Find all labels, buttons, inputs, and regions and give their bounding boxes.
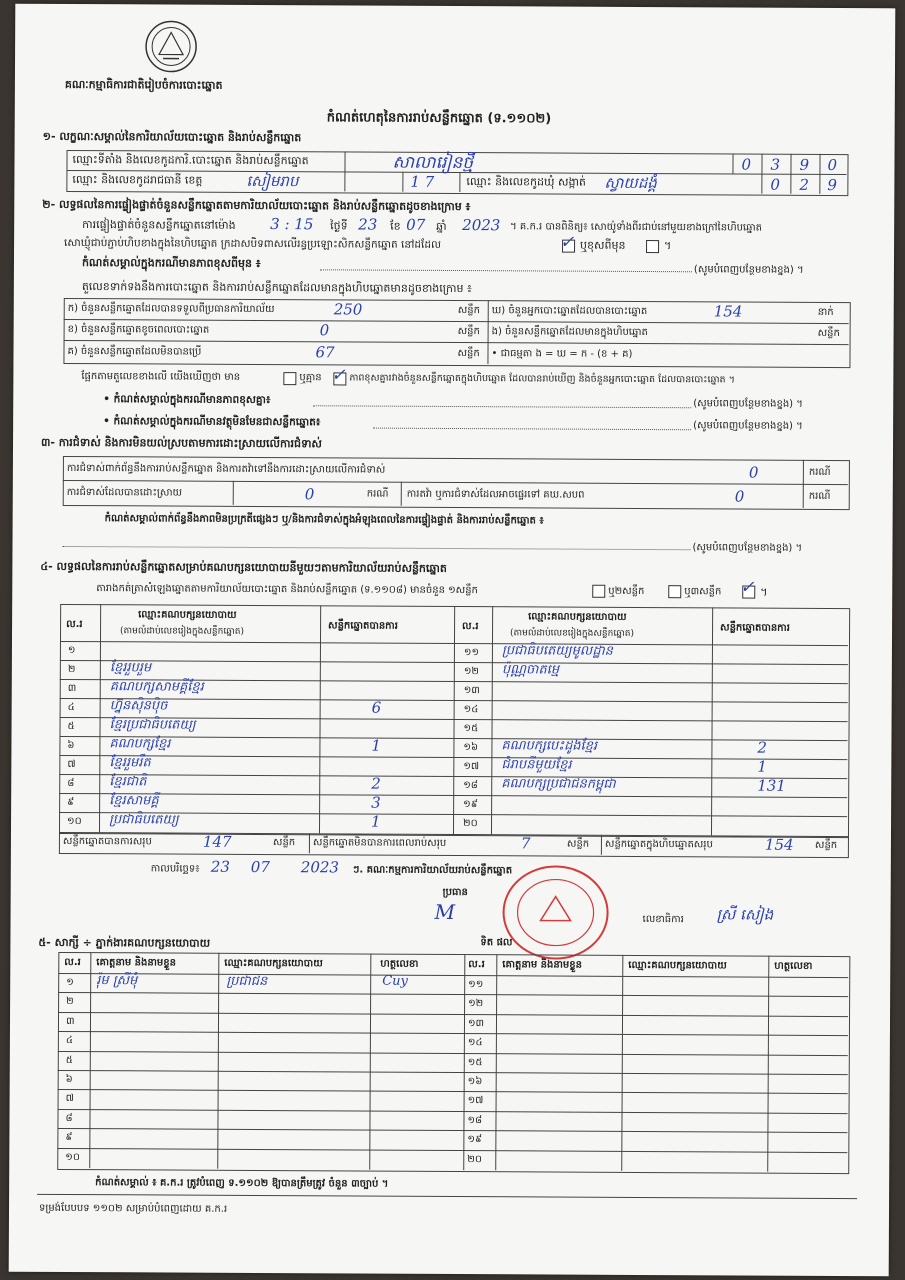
witness-right-no: ១៩	[467, 1134, 483, 1146]
right-row-party: ប្រជាធិបតេយ្យមូលដ្ឋាន	[501, 643, 613, 659]
station-code-2: 3	[770, 155, 781, 174]
intro-c: សោឃ្ញុំជាប់ភ្ជាប់ហិបខាងក្នុងនៃហិបឆ្នោត ក្រដាសបិទពាសលើរន្ធប្រឡោះសិកសន្លឹកឆ្នោត នៅដដែល	[64, 236, 442, 251]
left-row-no: ៣	[67, 682, 77, 695]
commune-label: ឈ្មោះ និងលេខកូដឃុំ សង្កាត់	[466, 175, 586, 189]
witness-right-no: ១៣	[467, 1018, 485, 1030]
left-row-votes: 3	[371, 793, 381, 812]
section4-intro: តារាងកត់ត្រាសំឡេងឆ្នោតតាមការិយាល័យបោះឆ្នោត និងរាប់សន្លឹកឆ្នោត (ទ.១១០៨) មានចំនួន ១សន្លឹក	[96, 583, 478, 597]
right-row-votes: 2	[757, 738, 768, 757]
total-valid-label: សន្លឹកឆ្នោតបានការសរុប	[62, 835, 152, 848]
left-row-no: ៩	[67, 796, 75, 809]
col-party-right: ឈ្មោះគណបក្សនយោបាយ	[528, 611, 627, 623]
r1-label: ការជំទាស់ពាក់ព័ន្ធនឹងការរាប់សន្លឹកឆ្នោត និងការតវ៉ាទៅនឹងការដោះស្រាយលើការជំទាស់	[66, 462, 386, 476]
row-e-unit: សន្លឹក	[817, 327, 840, 340]
right-row-no: ១៣	[463, 685, 480, 697]
w-col-party-right: ឈ្មោះគណបក្សនយោបាយ	[628, 959, 727, 972]
section2-title: ២- លទ្ធផលនៃការផ្ទៀងផ្ទាត់ចំនួនសន្លឹកឆ្នោតតាមការិយាល័យបោះឆ្នោត និងរាប់សន្លឹកឆ្នោតដូចខាងក្រោម ៖	[42, 197, 471, 214]
three-sheet-check-mark: ✓	[740, 577, 755, 598]
witness-right-no: ២០	[467, 1154, 482, 1166]
row-c-value: 67	[315, 343, 335, 362]
footer-note: កំណត់សម្គាល់ ៖ គ.ក.រ ត្រូវបំពេញ ទ.១១០២ ឱ្យបានត្រឹមត្រូវ ចំនួន ៣ច្បាប់ ។	[95, 1177, 389, 1190]
total-valid-unit: សន្លឹក	[272, 837, 296, 849]
witness-right-no: ១៦	[467, 1076, 483, 1088]
w-col-name-right: គោត្តនាម និងនាមខ្លួន	[502, 959, 582, 971]
witness-left-party: ប្រជាជន	[226, 973, 268, 990]
fill-note2a: (សូមបំពេញបន្ថែមខាងខ្នង) ។	[693, 398, 803, 410]
witness-left-no: ៨	[65, 1112, 73, 1125]
left-row-votes: 2	[371, 774, 381, 793]
row-b-unit: សន្លឹក	[457, 326, 480, 338]
time-value: 3 : 15	[270, 215, 314, 234]
commune-code-1: 0	[770, 175, 780, 194]
chair-name: ទិត ផល	[480, 937, 513, 949]
right-row-no: ១៥	[463, 723, 479, 735]
w-col-party-left: ឈ្មោះគណបក្សនយោបាយ	[224, 957, 323, 970]
section3-title: ៣- ការជំទាស់ និងការមិនយល់ស្របតាមការដោះស្រាយលើការជំទាស់	[40, 435, 322, 451]
right-row-no: ១៤	[463, 704, 479, 716]
row-c-label: គ) ចំនួនសន្លឹកឆ្នោតដែលមិនបានប្រើ	[67, 345, 202, 358]
w-col-name-left: គោត្តនាម និងនាមខ្លួន	[96, 957, 176, 969]
col-no-right: ល.រ	[462, 621, 479, 633]
official-stamp-icon	[500, 862, 611, 963]
row-e-label: ង) ចំនួនសន្លឹកឆ្នោតដែលមានក្នុងហិបឆ្នោត	[491, 326, 648, 339]
right-row-party: គណបក្សប្រជាជនកម្ពុជា	[501, 776, 616, 792]
left-row-votes: 1	[371, 812, 381, 831]
check-label-a: ផ្អែកតាមតួលេខខាងលើ យើងឃើញថា មាន	[81, 371, 241, 383]
fill-note: (សូមបំពេញបន្ថែមខាងខ្នង) ។	[693, 264, 804, 276]
right-row-no: ១១	[463, 647, 480, 659]
witness-left-no: ៩	[65, 1131, 73, 1144]
row-d-label: ឃ) ចំនួនអ្នកបោះឆ្នោតដែលបានបោះឆ្នោត	[491, 305, 648, 318]
numbers-intro: តួលេខទាក់ទងនឹងការបោះឆ្នោត និងការរាប់សន្លឹកឆ្នោតដែលមានក្នុងហិបឆ្នោតមានដូចខាងក្រោម ៖	[81, 280, 472, 296]
total-invalid-value: 7	[520, 834, 531, 853]
left-row-party: គណបក្សសាមគ្គីខ្មែរ	[109, 679, 204, 695]
station-code-1: 0	[741, 155, 752, 174]
right-row-no: ១៧	[463, 761, 480, 773]
left-row-no: ១	[67, 644, 76, 657]
witness-left-no: ២	[66, 995, 74, 1008]
intro-a: ការផ្ទៀងផ្ទាត់ចំនួនសន្លឹកឆ្នោតនៅម៉ោង	[82, 218, 236, 232]
left-row-no: ១០	[67, 815, 82, 828]
check-label-b: ឬគ្មាន	[299, 372, 322, 384]
row-b-value: 0	[319, 321, 330, 340]
day-value: 23	[358, 215, 378, 234]
witness-right-no: ១៧	[467, 1095, 484, 1107]
same-check-mark: ✓	[560, 232, 575, 253]
left-row-party: ខ្មែរប្រជាធិបតេយ្យ	[109, 717, 196, 733]
right-row-party: គណបក្សបេះដូងខ្មែរ	[501, 738, 598, 754]
witness-left-no: ៦	[65, 1073, 73, 1086]
total-invalid-label: សន្លឹកឆ្នោតមិនបានការពេលរាប់សរុប	[312, 837, 447, 849]
row-d-value: 154	[713, 302, 743, 321]
total-box-value: 154	[764, 835, 794, 854]
witness-left-no: ៣	[65, 1015, 75, 1028]
left-row-party: គណបក្សខ្មែរ	[109, 736, 171, 752]
has-diff-checkbox[interactable]	[283, 372, 296, 385]
station-code-3: 9	[799, 155, 810, 174]
section4-title: ៤- លទ្ធផលនៃការរាប់សន្លឹកឆ្នោតសម្រាប់គណបក្សនយោបាយនីមួយៗតាមការិយាល័យរាប់សន្លឹកឆ្នោត	[40, 559, 447, 575]
form-title: កំណត់ហេតុនៃការរាប់សន្លឹកឆ្នោត (ទ.១១០២)	[326, 110, 552, 127]
date-year: 2023	[300, 858, 340, 877]
right-row-party: ប៉ុណ្ណចាតម្មេ	[501, 662, 560, 678]
intro-b: ។ គ.ក.រ បានពិនិត្យ៖ សោយ៉ូទាំងពីរជាប់នៅមួយខាងក្រៅនៃហិបឆ្នោត	[510, 221, 763, 234]
section3-fill-note: (សូមបំពេញបន្ថែមខាងខ្នង) ។	[692, 542, 803, 554]
secretary-name: ស្រី សៀង	[716, 905, 774, 924]
day-label: ថ្ងៃទី	[330, 219, 348, 233]
w-col-sign-right: ហត្ថលេខា	[774, 960, 813, 972]
station-label: ឈ្មោះទីតាំង និងលេខកូដការិ.បោះឆ្នោត និងរាប់សន្លឹកឆ្នោត	[72, 153, 309, 168]
left-row-no: ៤	[67, 701, 75, 714]
period2: ។	[760, 585, 768, 599]
year-value: 2023	[462, 216, 501, 235]
col-votes-left: សន្លឹកឆ្នោតបានការ	[328, 620, 398, 632]
left-row-party: ហ្វ៊ុនស៊ិនប៉ិច	[109, 698, 168, 714]
section5-title: ៥- សាក្សី ÷ ភ្នាក់ងារគណបក្សនយោបាយ	[38, 935, 211, 950]
one-sheet-checkbox[interactable]	[592, 585, 605, 598]
formula: • ជាធម្មតា ង = ឃ = ក - (ខ + គ)	[491, 348, 633, 360]
witness-left-no: ៧	[65, 1092, 74, 1105]
row-a-value: 250	[333, 300, 363, 319]
opt3-label: ឬ៣សន្លឹក	[684, 586, 722, 598]
chair-signature: M	[434, 899, 456, 925]
opt2-label: ឬ២សន្លឹក	[608, 585, 645, 598]
witness-right-no: ១៥	[467, 1057, 483, 1069]
province-value: សៀមរាប	[246, 171, 299, 191]
bullet2: • កំណត់សម្គាល់ក្នុងករណីមានវត្ថុមិនមែនជាសន្លឹកឆ្នោត៖	[103, 415, 321, 429]
right-row-votes: 131	[757, 776, 786, 795]
date-day: 23	[210, 857, 230, 876]
total-box-label: សន្លឹកឆ្នោតក្នុងហិបឆ្នោតសរុប	[604, 838, 713, 851]
right-row-votes: 1	[757, 757, 767, 776]
witness-left-no: ១០	[65, 1151, 80, 1164]
no-diff-check-mark: ✓	[331, 365, 346, 386]
right-row-no: ១៨	[463, 780, 478, 792]
section3-note: កំណត់សម្គាល់ពាក់ព័ន្ធនឹងភាពមិនប្រក្រតីផ្សេងៗ ឬ/និងការជំទាស់ក្នុងអំឡុងពេលនៃការផ្ទៀងផ្ទាត់ និងការរាប់សន្លឹកឆ្នោត ៖	[104, 513, 544, 527]
date-suffix: ៗ. គណៈកម្មការការិយាល័យរាប់សន្លឹកឆ្នោត	[352, 864, 513, 877]
r3-unit: ករណី	[808, 490, 831, 502]
w-col-no-left: ល.រ	[64, 956, 81, 969]
witness-table	[57, 952, 850, 1174]
province-code: 1 7	[410, 172, 435, 191]
r2-label: ការជំទាស់ដែលបានដោះស្រាយ	[66, 486, 183, 499]
witness-right-no: ១២	[468, 998, 484, 1010]
left-row-votes: 6	[371, 698, 382, 717]
right-row-no: ២០	[463, 818, 478, 830]
left-row-no: ៨	[67, 777, 75, 790]
station-code-4: 0	[827, 155, 838, 175]
r1-unit: ករណី	[808, 466, 831, 478]
witness-left-no: ៤	[65, 1034, 74, 1047]
date-month: 07	[250, 857, 270, 877]
w-col-no-right: ល.រ	[468, 959, 485, 971]
date-label: កាលបរិច្ឆេទ៖	[150, 863, 200, 875]
col-party-sub-right: (តាមលំដាប់លេខរៀងក្នុងសន្លឹកឆ្នោត)	[510, 628, 635, 639]
period: ។	[664, 239, 672, 253]
witness-left-sign: Cuy	[382, 973, 408, 989]
row-c-unit: សន្លឹក	[457, 348, 480, 360]
witness-right-no: ១១	[468, 979, 484, 991]
bullet1: • កំណត់សម្គាល់ក្នុងករណីមានភាពខុសគ្នា៖	[103, 393, 271, 407]
secretary-label: លេខាធិការ	[642, 914, 684, 926]
check-label-c: ភាពខុសគ្នារវាងចំនួនសន្លឹកឆ្នោតក្នុងហិបឆ្នោត ដែលបានរាប់ឃើញ និងចំនួនអ្នកបោះឆ្នោត ដែលបានបោះឆ្នោត ។	[349, 372, 735, 386]
right-row-no: ១៩	[463, 799, 478, 811]
province-label: ឈ្មោះ និងលេខកូដរាជធានី ខេត្ត	[72, 173, 203, 187]
total-valid-value: 147	[202, 832, 232, 851]
right-row-party: ជំរាបនីមួយខ្មែរ	[501, 757, 572, 773]
left-row-party: ខ្មែរសាមគ្គី	[109, 793, 159, 809]
same-label: ឬខុសពីមុន	[580, 238, 626, 252]
row-d-unit: នាក់	[817, 306, 834, 318]
row-a-label: ក) ចំនួនសន្លឹកឆ្នោតដែលបានទទួលពីប្រធានការិយាល័យ	[67, 302, 275, 316]
section1-title: ១- លក្ខណៈសម្គាល់នៃការិយាល័យបោះឆ្នោត និងរាប់សន្លឹកឆ្នោត	[42, 129, 302, 145]
col-votes-right: សន្លឹកឆ្នោតបានការ	[720, 622, 790, 634]
left-row-party: ប្រជាធិបតេយ្យ	[109, 812, 179, 828]
two-sheet-checkbox[interactable]	[668, 585, 681, 598]
total-box-unit: សន្លឹក	[814, 839, 838, 852]
form-note: ទម្រង់បែបបទ ១១០២ សម្រាប់បំពេញដោយ គ.ក.រ	[38, 1202, 228, 1215]
left-row-party: ខ្មែរជាតិ	[109, 774, 147, 790]
left-row-no: ៦	[67, 739, 75, 752]
ballot-count-form	[9, 4, 896, 1277]
total-invalid-unit: សន្លឹក	[566, 838, 590, 850]
r3-value: 0	[734, 487, 745, 506]
commune-value: ស្វាយដង្គំ	[604, 173, 657, 193]
left-row-votes: 1	[371, 736, 382, 755]
left-row-party: ខ្មែររួបរួម	[109, 660, 152, 676]
different-checkbox[interactable]	[646, 240, 659, 253]
station-value: សាលារៀនថ្មី	[392, 152, 474, 174]
right-row-no: ១២	[463, 666, 480, 678]
left-row-party: ខ្មែររួមរឹត	[109, 755, 151, 771]
year-label: ឆ្នាំ	[436, 219, 447, 233]
w-col-sign-left: ហត្ថលេខា	[380, 958, 419, 970]
witness-right-no: ១៤	[467, 1037, 483, 1049]
witness-left-no: ១	[66, 976, 74, 989]
r2-unit: ករណី	[366, 488, 389, 500]
row-a-unit: សន្លឹក	[457, 305, 480, 317]
left-row-no: ៧	[67, 758, 76, 771]
chair-label: ប្រធាន	[442, 886, 468, 899]
witness-left-no: ៥	[65, 1054, 73, 1067]
col-no-left: ល.រ	[66, 618, 83, 631]
col-party-left: ឈ្មោះគណបក្សនយោបាយ	[138, 609, 237, 621]
witness-left-name: រ៉ុម ស្រីមុំ	[96, 973, 138, 989]
left-row-no: ៥	[67, 720, 75, 733]
col-party-sub-left: (តាមលំដាប់លេខរៀងក្នុងសន្លឹកឆ្នោត)	[120, 626, 245, 637]
totals-row	[59, 832, 849, 858]
note-label: កំណត់សម្គាល់ក្នុងករណីមានភាពខុសពីមុន ៖	[81, 256, 261, 270]
r3-label: ការតវ៉ា ឬការជំទាស់ដែលអាចផ្ទេរទៅ គឃ.សបព	[406, 488, 585, 501]
r2-value: 0	[304, 485, 315, 504]
fill-note2b: (សូមបំពេញបន្ថែមខាងខ្នង) ។	[693, 420, 803, 432]
month-label: ខែ	[390, 219, 401, 233]
month-value: 07	[406, 215, 426, 234]
row-b-label: ខ) ចំនួនសន្លឹកឆ្នោតខូចពេលបោះឆ្នោត	[67, 323, 210, 336]
witness-right-no: ១៨	[467, 1115, 483, 1127]
commune-code-2: 2	[799, 175, 809, 194]
committee-line: គណៈកម្មាធិការជាតិរៀបចំការបោះឆ្នោត	[64, 77, 223, 92]
nec-emblem-icon	[143, 18, 199, 74]
right-row-no: ១៦	[463, 742, 479, 754]
left-row-no: ២	[67, 663, 76, 676]
commune-code-3: 9	[827, 175, 837, 195]
r1-value: 0	[748, 463, 759, 482]
